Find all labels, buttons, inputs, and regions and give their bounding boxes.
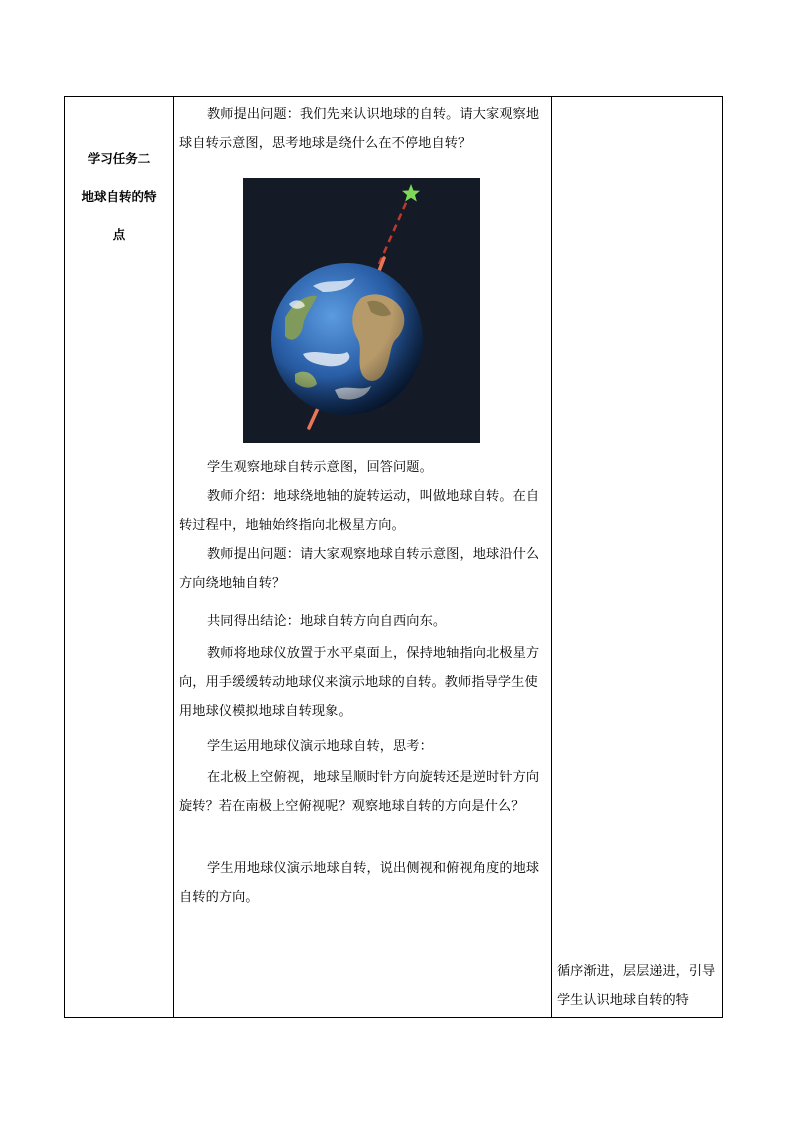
task-title-line: 地球自转的特 [81, 189, 157, 204]
paragraph: 教师介绍：地球绕地轴的旋转运动，叫做地球自转。在自转过程中，地轴始终指向北极星方向。 [179, 489, 540, 533]
paragraph: 教师将地球仪放置于水平桌面上，保持地轴指向北极星方向，用手缓缓转动地球仪来演示地球的自转。教师指导学生使用地球仪模拟地球自转现象。 [179, 646, 540, 719]
intent-column [551, 97, 724, 1017]
activity-column [173, 97, 551, 1017]
design-intent-note: 循序渐进，层层递进，引导学生认识地球自转的特 [557, 964, 716, 1008]
paragraph: 学生观察地球自转示意图，回答问题。 [207, 460, 433, 475]
earth-rotation-figure [243, 178, 480, 443]
paragraph: 共同得出结论：地球自转方向自西向东。 [207, 614, 447, 629]
paragraph: 教师提出问题：请大家观察地球自转示意图，地球沿什么方向绕地轴自转？ [179, 547, 540, 591]
paragraph: 教师提出问题：我们先来认识地球的自转。请大家观察地球自转示意图，思考地球是绕什么在不停地自转？ [179, 107, 540, 151]
lesson-table [64, 96, 723, 1018]
paragraph: 在北极上空俯视，地球呈顺时针方向旋转还是逆时针方向旋转？若在南极上空俯视呢？观察地球自转的方向是什么？ [179, 770, 540, 814]
task-title-line: 点 [112, 227, 126, 242]
earth-rotation-icon [243, 178, 480, 443]
paragraph: 学生用地球仪演示地球自转，说出侧视和俯视角度的地球自转的方向。 [179, 861, 540, 905]
task-title-line: 学习任务二 [87, 151, 151, 166]
task-column [65, 97, 173, 1017]
paragraph: 学生运用地球仪演示地球自转，思考： [207, 739, 433, 754]
